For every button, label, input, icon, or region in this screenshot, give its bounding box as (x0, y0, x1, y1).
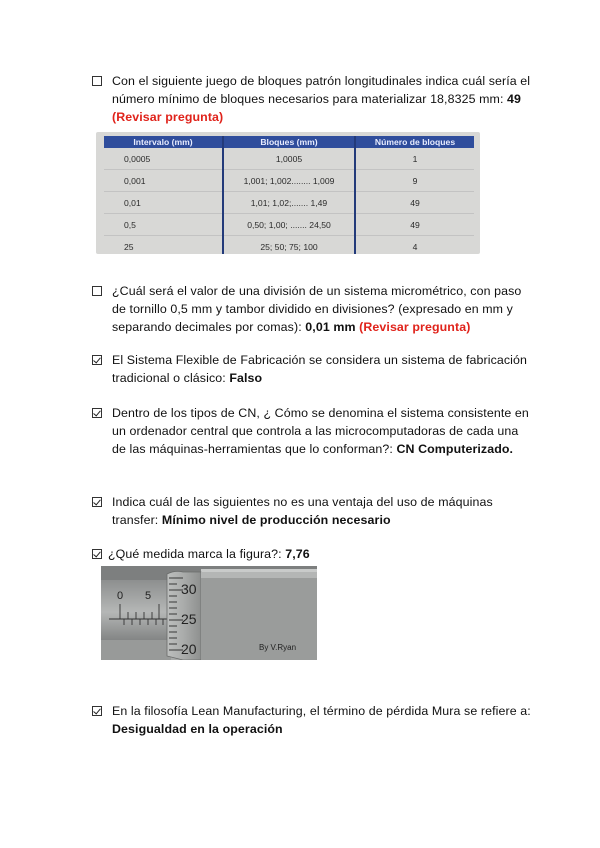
question-6 (92, 545, 532, 563)
answer: Falso (229, 371, 263, 385)
table-cell: 49 (355, 192, 474, 214)
question-text: En la filosofía Lean Manufacturing, el término de pérdida Mura se refiere a: (112, 704, 531, 718)
table-row (104, 148, 474, 170)
answer: Mínimo nivel de producción necesario (161, 513, 391, 527)
thimble-label-25: 25 (181, 611, 197, 627)
checkbox-checked-icon (92, 706, 102, 716)
table-row (104, 214, 474, 236)
question-5 (92, 493, 532, 529)
sleeve-label-0: 0 (117, 590, 124, 602)
checkbox-checked-icon (92, 355, 102, 365)
question-text: Dentro de los tipos de CN, ¿ Cómo se denomina el sistema consistente en un ordenador central que controla a las microcomputadoras de cada una de las máquinas-herramientas que lo conforman?: (112, 406, 529, 456)
answer: 7,76 (285, 547, 310, 561)
table-cell: 0,0005 (104, 148, 223, 170)
table-cell: 1,0005 (223, 148, 355, 170)
table-row (104, 192, 474, 214)
answer: Desigualdad en la operación (112, 722, 283, 736)
table-cell: 1,001; 1,002........ 1,009 (223, 170, 355, 192)
table-cell: 1 (355, 148, 474, 170)
question-text: Indica cuál de las siguientes no es una ventaja del uso de máquinas transfer: (112, 495, 493, 527)
table-row (104, 170, 474, 192)
table-header: Número de bloques (355, 136, 474, 148)
thimble-label-30: 30 (181, 581, 197, 597)
answer: CN Computerizado. (396, 442, 514, 456)
question-1 (92, 72, 532, 126)
blocks-table (104, 136, 474, 254)
answer: 49 (507, 92, 522, 106)
question-text: Con el siguiente juego de bloques patrón longitudinales indica cuál sería el número mínimo de bloques necesarios para materializar 18,8325 mm: (112, 74, 531, 106)
table-cell: 0,5 (104, 214, 223, 236)
table-cell: 0,50; 1,00; ....... 24,50 (223, 214, 355, 236)
table-row (104, 236, 474, 255)
table-header: Bloques (mm) (223, 136, 355, 148)
checkbox-unchecked-icon (92, 286, 102, 296)
blocks-table-image (96, 132, 480, 254)
table-cell: 25 (104, 236, 223, 255)
question-text: ¿Cuál será el valor de una división de un sistema micrométrico, con paso de tornillo 0,5 mm y tambor dividido en divisiones? (expresado en mm y separando decimales por comas): (112, 284, 522, 334)
question-2 (92, 282, 532, 336)
micrometer-svg (101, 566, 317, 660)
sleeve-label-5: 5 (145, 590, 152, 602)
table-cell: 0,01 (104, 192, 223, 214)
question-text: ¿Qué medida marca la figura?: (108, 547, 286, 561)
review-note: (Revisar pregunta) (112, 110, 224, 124)
table-cell: 1,01; 1,02;....... 1,49 (223, 192, 355, 214)
question-7 (92, 702, 532, 738)
table-cell: 25; 50; 75; 100 (223, 236, 355, 255)
review-note: (Revisar pregunta) (359, 320, 471, 334)
table-cell: 9 (355, 170, 474, 192)
question-4 (92, 404, 532, 458)
question-text: El Sistema Flexible de Fabricación se considera un sistema de fabricación tradicional o clásico: (112, 353, 528, 385)
credit: By V.Ryan (259, 643, 297, 652)
answer: 0,01 mm (305, 320, 356, 334)
checkbox-checked-icon (92, 497, 102, 507)
micrometer-image (101, 566, 317, 660)
checkbox-checked-icon (92, 408, 102, 418)
question-3 (92, 351, 532, 387)
table-cell: 49 (355, 214, 474, 236)
table-cell: 4 (355, 236, 474, 255)
table-cell: 0,001 (104, 170, 223, 192)
thimble-label-20: 20 (181, 641, 197, 657)
checkbox-checked-icon (92, 549, 102, 559)
checkbox-unchecked-icon (92, 76, 102, 86)
table-header: Intervalo (mm) (104, 136, 223, 148)
